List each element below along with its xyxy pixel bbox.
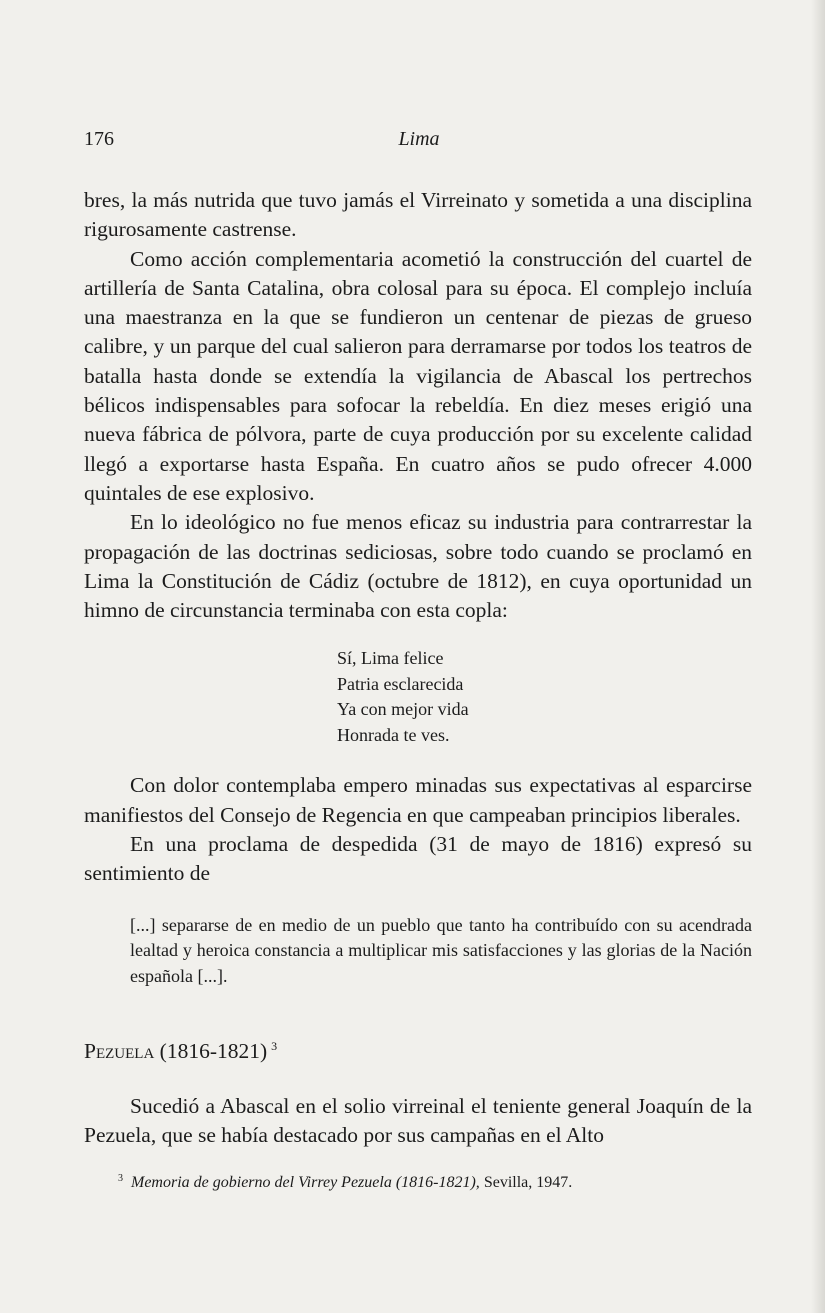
paragraph: bres, la más nutrida que tuvo jamás el Virreinato y sometida a una disciplina rigurosamente castrense. — [84, 188, 752, 242]
paragraph: Como acción complementaria acometió la construcción del cuartel de artillería de Santa Catalina, obra colosal para su época. El complejo incluía una maestranza en la que se fundieron un centenar de piezas de grueso calibre, y un parque del cual salieron para derramarse por todos los teatros de batalla hasta donde se extendía la vigilancia de Abascal los pertrechos bélicos indispensables para sofocar la rebeldía. En diez meses erigió una nueva fábrica de pólvora, parte de cuya producción por su excelente calidad llegó a exportarse hasta España. En cuatro años se pudo ofrecer 4.000 quintales de ese explosivo. — [84, 246, 752, 505]
footnote-text: Sevilla, 1947. — [479, 1174, 573, 1191]
section-heading-dates: (1816-1821) — [159, 1039, 268, 1064]
footnote-marker: 3 — [118, 1172, 123, 1184]
running-header — [84, 128, 754, 158]
main-text — [84, 186, 752, 1151]
footnote — [118, 1172, 758, 1194]
paragraph: Sucedió a Abascal en el solio virreinal el teniente general Joaquín de la Pezuela, que se había destacado por sus campañas en el Alto — [84, 1094, 752, 1148]
verse-stanza — [337, 646, 752, 748]
paragraph: Con dolor contemplaba empero minadas sus expectativas al esparcirse manifiestos del Consejo de Regencia en que campeaban principios liberales. — [84, 773, 752, 827]
page-edge-shadow — [811, 0, 825, 1313]
verse-line: Sí, Lima felice — [337, 648, 444, 669]
page-number: 176 — [84, 128, 114, 150]
footnote-reference: 3 — [271, 1038, 278, 1053]
verse-line: Ya con mejor vida — [337, 699, 469, 720]
section-heading-name: Pezuela — [84, 1039, 155, 1064]
running-title: Lima — [398, 128, 440, 150]
paragraph: En lo ideológico no fue menos eficaz su industria para contrarrestar la propagación de las doctrinas sediciosas, sobre todo cuando se proclamó en Lima la Constitución de Cádiz (octubre de 1812), en cuya oportunidad un himno de circunstancia terminaba con esta copla: — [84, 510, 752, 623]
footnote-title: Memoria de gobierno del Virrey Pezuela (1816-1821), — [131, 1174, 480, 1191]
block-quote: [...] separarse de en medio de un pueblo que tanto ha contribuído con su acendrada lealtad y heroica constancia a multiplicar mis satisfacciones y las glorias de la Nación española [...]. — [130, 914, 752, 986]
verse-line: Honrada te ves. — [337, 724, 450, 745]
paragraph: En una proclama de despedida (31 de mayo de 1816) expresó su sentimiento de — [84, 832, 752, 886]
verse-line: Patria esclarecida — [337, 673, 464, 694]
section-heading — [84, 1037, 752, 1066]
